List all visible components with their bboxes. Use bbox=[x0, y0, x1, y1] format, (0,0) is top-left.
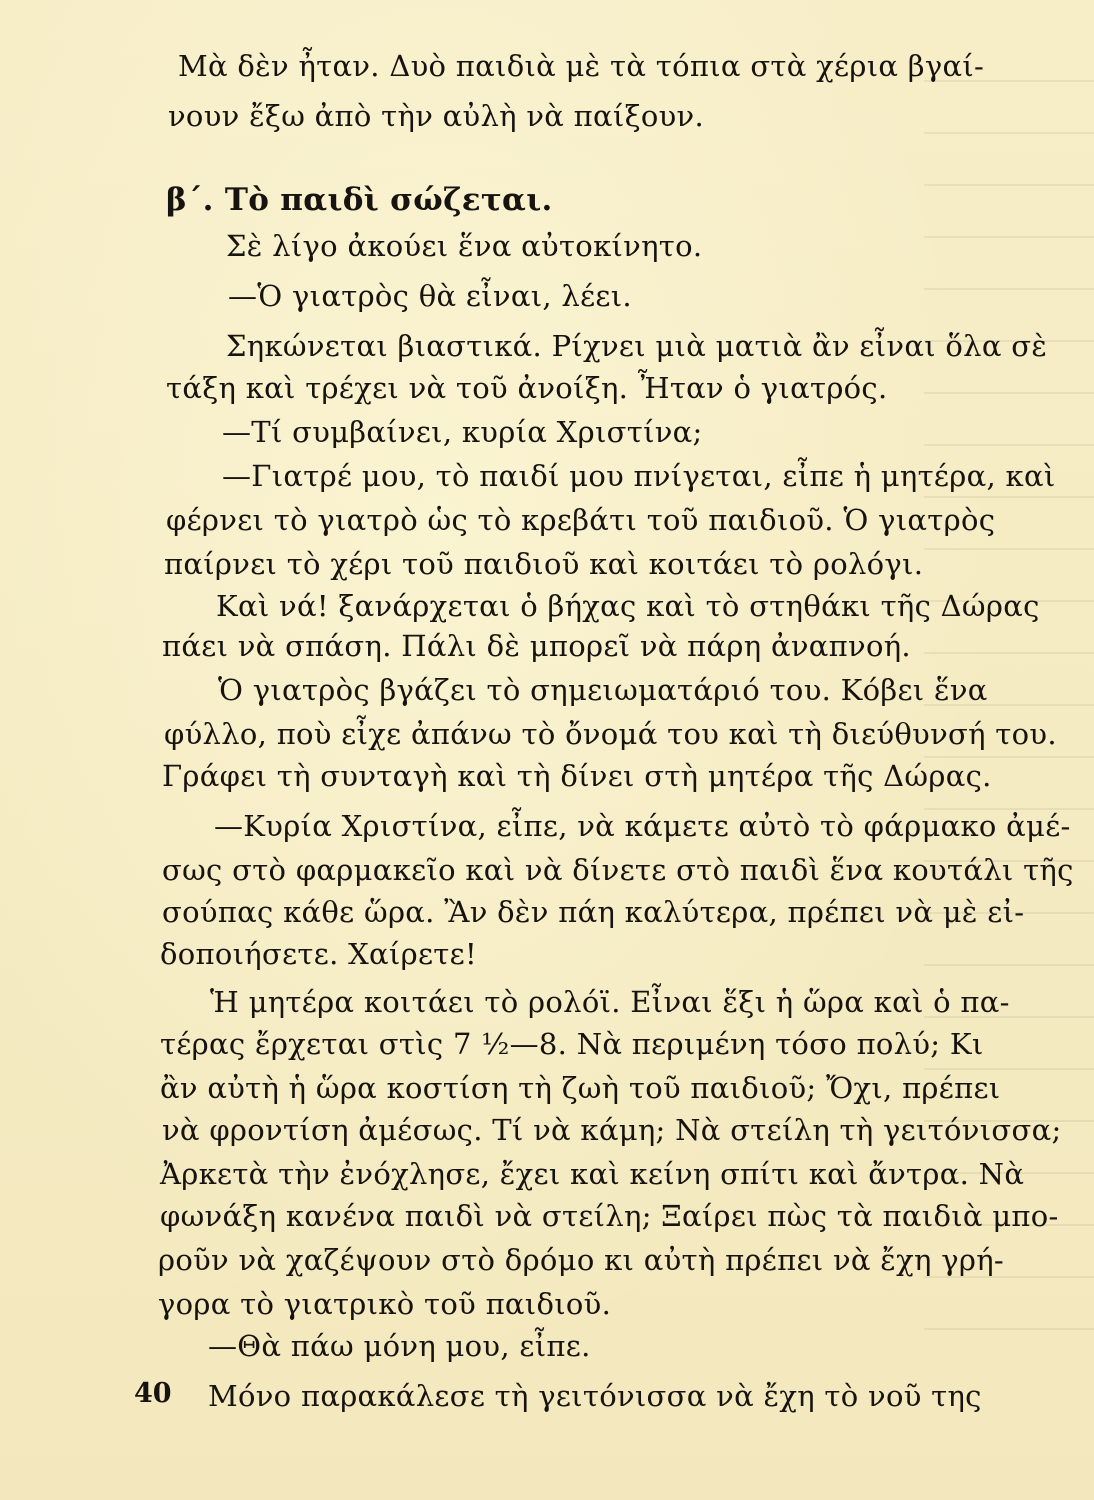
text-line-22: τέρας ἔρχεται στὶς 7 ½—8. Νὰ περιμένη τόσο πολύ; Κι bbox=[160, 1027, 984, 1061]
text-line-7: τάξη καὶ τρέχει νὰ τοῦ ἀνοίξη. Ἦταν ὁ γιατρός. bbox=[166, 371, 888, 405]
text-line-26: φωνάξη κανένα παιδὶ νὰ στείλη; Ξαίρει πὼς τὰ παιδιὰ μπο- bbox=[160, 1199, 1059, 1233]
text-line-12: Καὶ νά! ξανάρχεται ὁ βήχας καὶ τὸ στηθάκι τῆς Δώρας bbox=[216, 589, 1040, 623]
text-line-6: Σηκώνεται βιαστικά. Ρίχνει μιὰ ματιὰ ἂν εἶναι ὅλα σὲ bbox=[226, 329, 1048, 363]
text-line-19: σούπας κάθε ὥρα. Ἂν δὲν πάη καλύτερα, πρέπει νὰ μὲ εἰ- bbox=[162, 895, 1025, 929]
text-line-2: νουν ἔξω ἀπὸ τὴν αὐλὴ νὰ παίξουν. bbox=[168, 99, 704, 133]
text-line-28: γορα τὸ γιατρικὸ τοῦ παιδιοῦ. bbox=[158, 1287, 612, 1321]
text-line-1: Μὰ δὲν ἦταν. Δυὸ παιδιὰ μὲ τὰ τόπια στὰ χέρια βγαί- bbox=[178, 49, 985, 83]
text-line-4: Σὲ λίγο ἀκούει ἕνα αὐτοκίνητο. bbox=[226, 229, 703, 263]
text-line-16: Γράφει τὴ συνταγὴ καὶ τὴ δίνει στὴ μητέρα τῆς Δώρας. bbox=[162, 759, 992, 793]
text-line-11: παίρνει τὸ χέρι τοῦ παιδιοῦ καὶ κοιτάει τὸ ρολόγι. bbox=[164, 547, 924, 581]
text-line-17: —Κυρία Χριστίνα, εἶπε, νὰ κάμετε αὐτὸ τὸ φάρμακο ἀμέ- bbox=[214, 809, 1071, 843]
text-line-23: ἂν αὐτὴ ἡ ὥρα κοστίση τὴ ζωὴ τοῦ παιδιοῦ; Ὄχι, πρέπει bbox=[160, 1071, 1001, 1105]
text-line-21: Ἡ μητέρα κοιτάει τὸ ρολόϊ. Εἶναι ἕξι ἡ ὥρα καὶ ὁ πα- bbox=[210, 985, 1010, 1019]
text-line-30: Μόνο παρακάλεσε τὴ γειτόνισσα νὰ ἔχη τὸ νοῦ της bbox=[208, 1379, 982, 1413]
text-line-18: σως στὸ φαρμακεῖο καὶ νὰ δίνετε στὸ παιδὶ ἕνα κουτάλι τῆς bbox=[162, 853, 1074, 887]
section-heading: β΄. Τὸ παιδὶ σώζεται. bbox=[166, 182, 553, 218]
text-line-24: νὰ φροντίση ἀμέσως. Τί νὰ κάμη; Νὰ στείλη τὴ γειτόνισσα; bbox=[162, 1113, 1062, 1147]
text-line-8: —Τί συμβαίνει, κυρία Χριστίνα; bbox=[222, 415, 703, 449]
text-line-14: Ὁ γιατρὸς βγάζει τὸ σημειωματάριό του. Κόβει ἕνα bbox=[218, 673, 988, 707]
text-line-15: φύλλο, ποὺ εἶχε ἀπάνω τὸ ὄνομά του καὶ τὴ διεύθυνσή του. bbox=[164, 717, 1057, 751]
text-line-5: —Ὁ γιατρὸς θὰ εἶναι, λέει. bbox=[228, 279, 632, 313]
text-line-29: —Θὰ πάω μόνη μου, εἶπε. bbox=[208, 1329, 591, 1363]
page-number: 40 bbox=[134, 1378, 172, 1409]
text-line-9: —Γιατρέ μου, τὸ παιδί μου πνίγεται, εἶπε ἡ μητέρα, καὶ bbox=[222, 459, 1056, 493]
text-line-10: φέρνει τὸ γιατρὸ ὡς τὸ κρεβάτι τοῦ παιδιοῦ. Ὁ γιατρὸς bbox=[166, 503, 996, 537]
text-line-13: πάει νὰ σπάση. Πάλι δὲ μπορεῖ νὰ πάρη ἀναπνοή. bbox=[162, 629, 911, 663]
text-line-27: ροῦν νὰ χαζέψουν στὸ δρόμο κι αὐτὴ πρέπει νὰ ἔχη γρή- bbox=[158, 1243, 1004, 1277]
text-line-20: δοποιήσετε. Χαίρετε! bbox=[160, 937, 477, 971]
text-line-25: Ἀρκετὰ τὴν ἐνόχλησε, ἔχει καὶ κείνη σπίτι καὶ ἄντρα. Νὰ bbox=[160, 1157, 1025, 1191]
